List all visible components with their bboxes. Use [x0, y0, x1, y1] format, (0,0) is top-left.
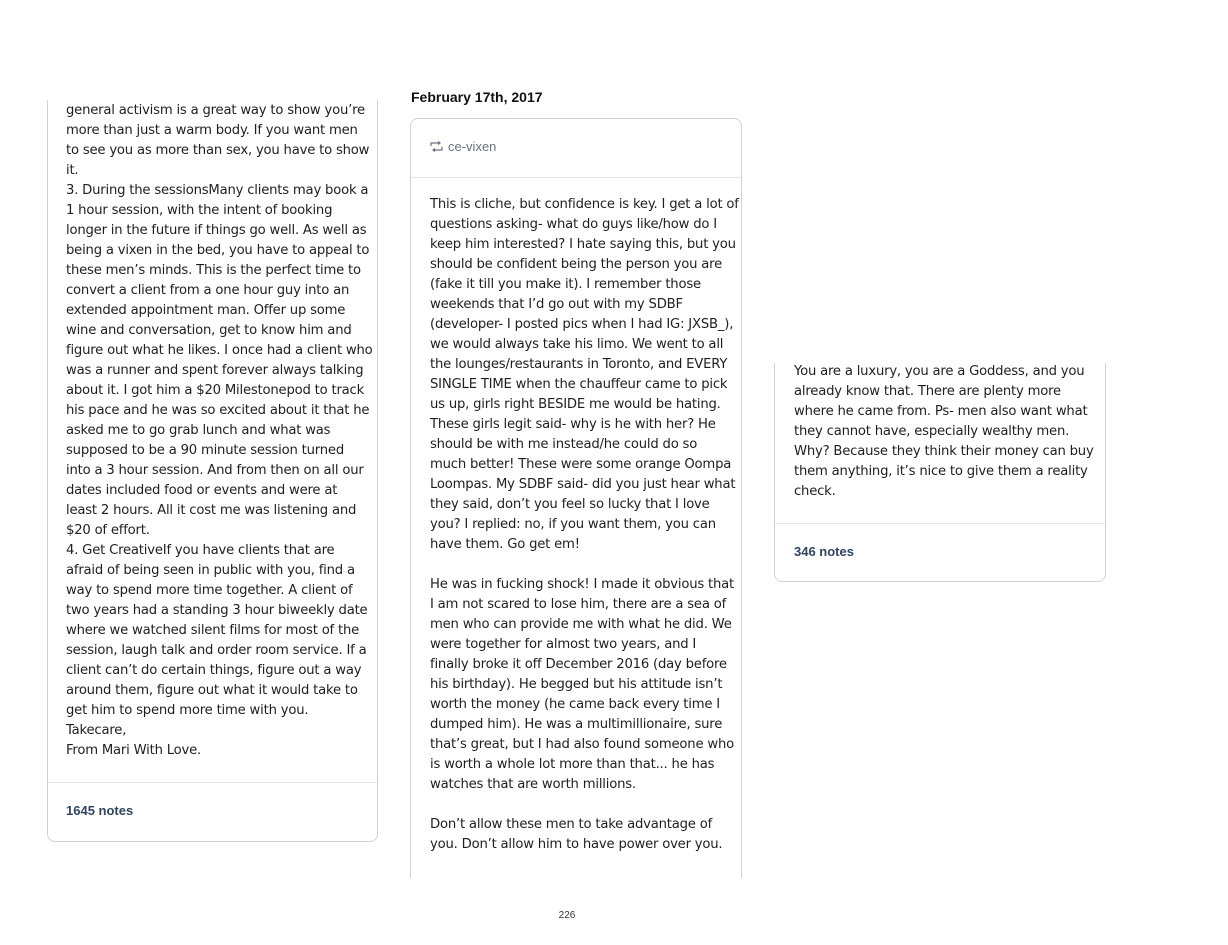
text-line: you. Don’t allow him to have power over you.: [430, 837, 723, 852]
text-line: extended appointment man. Offer up some: [66, 303, 346, 318]
text-line: men who can provide me with what he did. We: [430, 617, 732, 632]
text-line: the lounges/restaurants in Toronto, and EVERY: [430, 357, 728, 372]
post-paragraph: [430, 575, 734, 795]
divider: [411, 177, 741, 178]
text-line: This is cliche, but confidence is key. I get a lot of: [430, 197, 739, 212]
text-line: figure out what he likes. I once had a client who: [66, 343, 373, 358]
text-line: get him to spend more time with you.: [66, 703, 309, 718]
text-line: them anything, it’s nice to give them a reality: [794, 464, 1088, 479]
text-line: should be with me instead/he could do so: [430, 437, 698, 452]
text-line: (fake it till you make it). I remember those: [430, 277, 701, 292]
text-line: where he came from. Ps- men also want what: [794, 404, 1088, 419]
text-line: From Mari With Love.: [66, 743, 202, 758]
notes-count[interactable]: 346 notes: [794, 544, 854, 559]
text-line: Why? Because they think their money can buy: [794, 444, 1094, 459]
text-line: session, laugh talk and order room service. If a: [66, 643, 367, 658]
text-line: have them. Go get em!: [430, 537, 580, 552]
text-line: it.: [66, 163, 79, 178]
post-card-middle: [410, 118, 742, 878]
text-line: two years had a standing 3 hour biweekly date: [66, 603, 368, 618]
text-line: being a vixen in the bed, you have to appeal to: [66, 243, 370, 258]
text-line: convert a client from a one hour guy into an: [66, 283, 350, 298]
text-line: Takecare,: [66, 723, 127, 738]
text-line: (developer- I posted pics when I had IG: JXSB_),: [430, 317, 734, 332]
divider: [775, 523, 1105, 524]
text-line: his birthday). He begged but his attitude isn’t: [430, 677, 723, 692]
reblog-icon: [430, 141, 443, 152]
text-line: way to spend more time together. A client of: [66, 583, 353, 598]
text-line: He was in fucking shock! I made it obvious that: [430, 577, 734, 592]
reblog-header[interactable]: [430, 139, 496, 154]
text-line: were together for almost two years, and I: [430, 637, 697, 652]
text-line: Loompas. My SDBF said- did you just hear what: [430, 477, 736, 492]
text-line: check.: [794, 484, 836, 499]
text-line: keep him interested? I hate saying this, but you: [430, 237, 736, 252]
text-line: You are a luxury, you are a Goddess, and you: [794, 364, 1085, 379]
text-line: about it. I got him a $20 Milestonepod to track: [66, 383, 365, 398]
text-line: they cannot have, especially wealthy men.: [794, 424, 1070, 439]
text-line: 4. Get CreativeIf you have clients that are: [66, 543, 335, 558]
text-line: was a runner and spent forever always talking: [66, 363, 364, 378]
post-body: [794, 362, 1094, 502]
text-line: you? I replied: no, if you want them, you can: [430, 517, 716, 532]
text-line: that’s great, but I had also found someone who: [430, 737, 734, 752]
post-paragraph: [430, 195, 739, 555]
text-line: supposed to be a 90 minute session turned: [66, 443, 345, 458]
text-line: weekends that I’d go out with my SDBF: [430, 297, 683, 312]
text-line: I am not scared to lose him, there are a sea of: [430, 597, 727, 612]
page-number: 226: [558, 910, 576, 921]
text-line: already know that. There are plenty more: [794, 384, 1061, 399]
divider: [48, 782, 377, 783]
notes-count[interactable]: 1645 notes: [66, 803, 134, 818]
post-date: February 17th, 2017: [411, 89, 543, 105]
text-line: dumped him). He was a multimillionaire, sure: [430, 717, 723, 732]
text-line: is worth a whole lot more than that... he has: [430, 757, 715, 772]
post-body: [66, 101, 373, 761]
text-line: his pace and he was so excited about it that he: [66, 403, 370, 418]
text-line: these men’s minds. This is the perfect time to: [66, 263, 361, 278]
text-line: us up, girls right BESIDE me would be hating.: [430, 397, 721, 412]
text-line: much better! These were some orange Oompa: [430, 457, 732, 472]
text-line: general activism is a great way to show you’re: [66, 103, 365, 118]
text-line: more than just a warm body. If you want men: [66, 123, 358, 138]
text-line: to see you as more than sex, you have to show: [66, 143, 370, 158]
text-line: 3. During the sessionsMany clients may book a: [66, 183, 369, 198]
text-line: $20 of effort.: [66, 523, 150, 538]
text-line: wine and conversation, get to know him and: [66, 323, 352, 338]
text-line: Don’t allow these men to take advantage of: [430, 817, 713, 832]
text-line: These girls legit said- why is he with her? He: [430, 417, 716, 432]
text-line: finally broke it off December 2016 (day before: [430, 657, 727, 672]
post-card-left: [47, 100, 378, 842]
text-line: least 2 hours. All it cost me was listening and: [66, 503, 357, 518]
text-line: we would always take his limo. We went to all: [430, 337, 724, 352]
post-card-right: [774, 363, 1106, 582]
text-line: where we watched silent films for most of the: [66, 623, 360, 638]
text-line: around them, figure out what it would take to: [66, 683, 358, 698]
text-line: watches that are worth millions.: [430, 777, 636, 792]
text-line: they said, don’t you feel so lucky that I love: [430, 497, 710, 512]
text-line: SINGLE TIME when the chauffeur came to pick: [430, 377, 728, 392]
text-line: dates included food or events and were at: [66, 483, 338, 498]
post-paragraph: [430, 815, 722, 855]
text-line: into a 3 hour session. And from then on all our: [66, 463, 364, 478]
text-line: asked me to go grab lunch and what was: [66, 423, 331, 438]
text-line: worth the money (he came back every time I: [430, 697, 720, 712]
text-line: afraid of being seen in public with you, find a: [66, 563, 355, 578]
text-line: should be confident being the person you are: [430, 257, 722, 272]
text-line: questions asking- what do guys like/how do I: [430, 217, 717, 232]
reblog-author[interactable]: ce-vixen: [448, 139, 497, 154]
text-line: client can’t do certain things, figure out a way: [66, 663, 362, 678]
text-line: longer in the future if things go well. As well as: [66, 223, 367, 238]
text-line: 1 hour session, with the intent of booking: [66, 203, 333, 218]
